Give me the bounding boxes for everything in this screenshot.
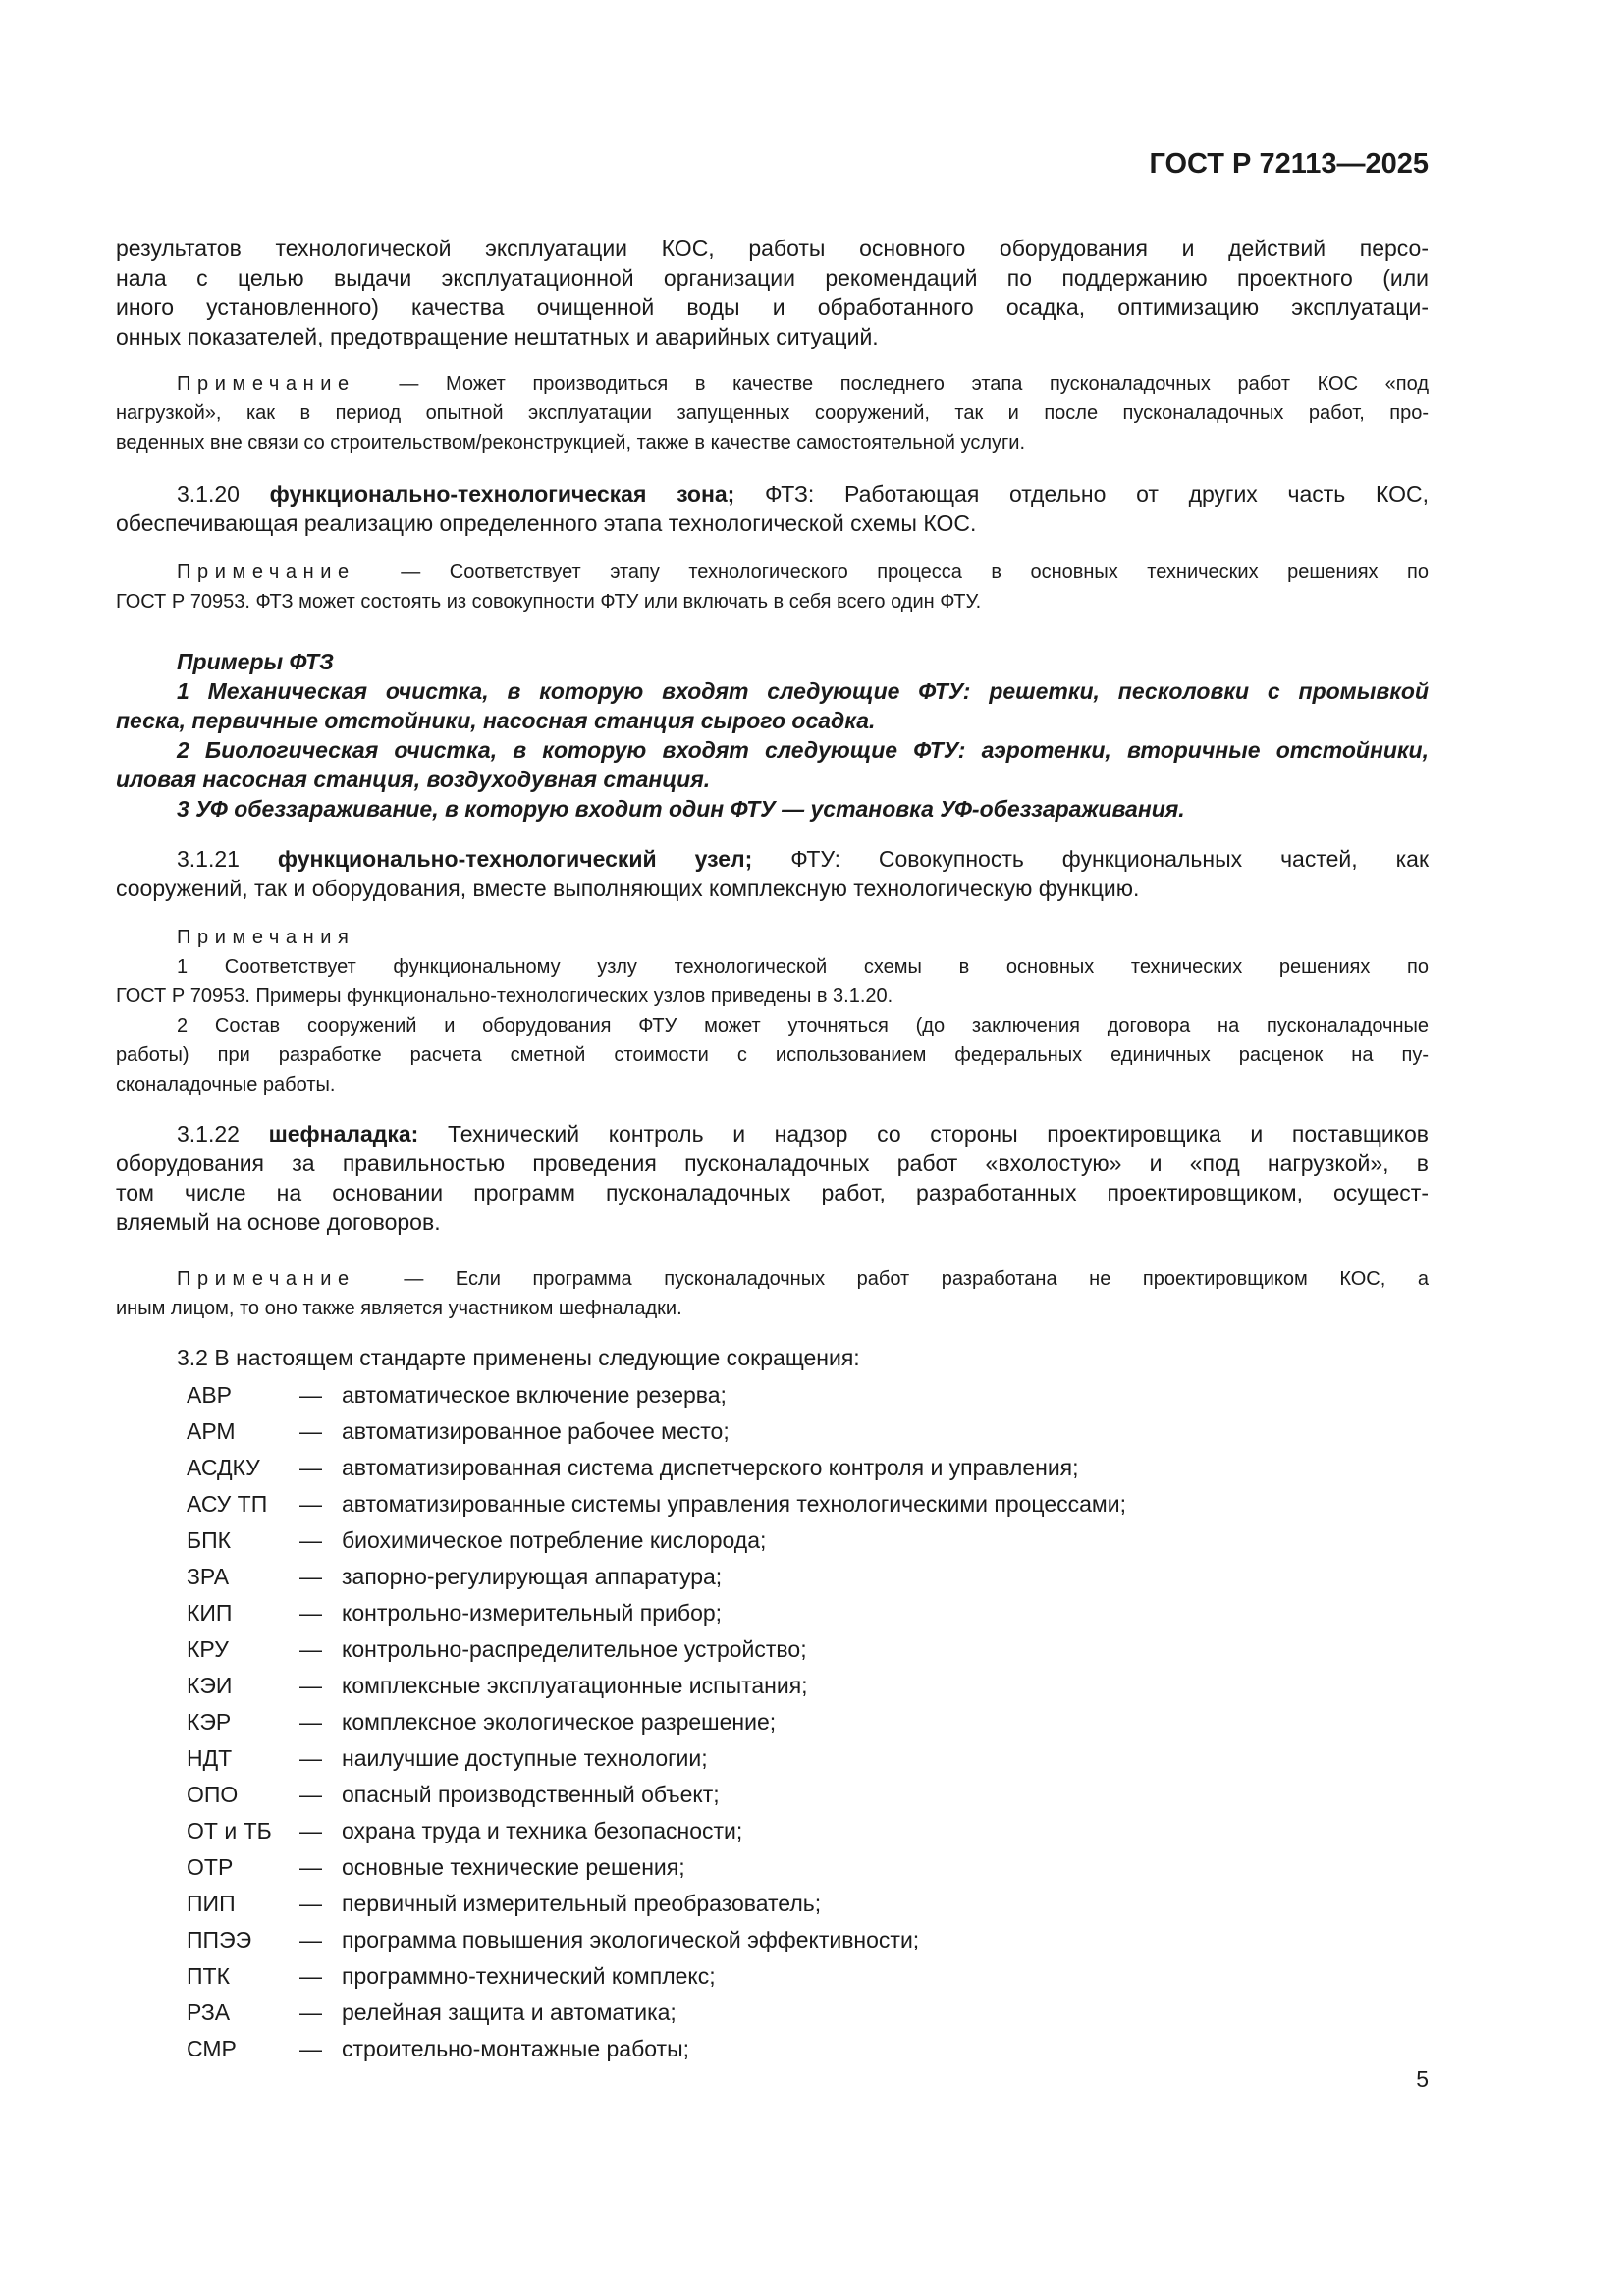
- note-first-line: [116, 558, 1429, 587]
- abbreviation-description: охрана труда и техника безопасности;: [342, 1818, 743, 1843]
- abbreviation-row: [187, 1777, 1429, 1813]
- abbreviation: ОТР: [187, 1854, 234, 1880]
- dash: —: [299, 1418, 322, 1444]
- example-line: песка, первичные отстойники, насосная станция сырого осадка.: [116, 708, 876, 733]
- dash: —: [299, 1891, 322, 1916]
- notes-block-3-1-21: [116, 923, 1429, 1099]
- term-text: ФТУ: Совокупность функциональных частей, как: [790, 846, 1430, 872]
- abbreviation-description: релейная защита и автоматика;: [342, 2000, 677, 2025]
- abbreviation-row: [187, 1522, 1429, 1559]
- abbreviation-row: [187, 1995, 1429, 2031]
- abbreviation-description: комплексные эксплуатационные испытания;: [342, 1673, 808, 1698]
- note-block-3: [116, 1264, 1429, 1323]
- note-first-line: [116, 1264, 1429, 1294]
- abbreviation-description: первичный измерительный преобразователь;: [342, 1891, 822, 1916]
- dash: —: [299, 1854, 322, 1880]
- examples-block: [116, 647, 1429, 824]
- abbreviation: КРУ: [187, 1636, 229, 1662]
- text-line: нала с целью выдачи эксплуатационной организации рекомендаций по поддержанию проектного (или: [116, 265, 1429, 291]
- abbreviation: АСУ ТП: [187, 1491, 268, 1517]
- abbreviation-description: запорно-регулирующая аппаратура;: [342, 1564, 723, 1589]
- text-line: сооружений, так и оборудования, вместе выполняющих комплексную технологическую функцию.: [116, 876, 1140, 901]
- clause-number: 3.1.20: [177, 481, 240, 507]
- abbreviation-row: [187, 1414, 1429, 1450]
- note-text: — Если программа пусконаладочных работ разработана не проектировщиком КОС, а: [404, 1268, 1429, 1290]
- text-line: 2 Состав сооружений и оборудования ФТУ может уточняться (до заключения договора на пусконаладочные: [177, 1015, 1429, 1037]
- note-block-1: [116, 369, 1429, 457]
- term-text: ФТЗ: Работающая отдельно от других часть КОС,: [765, 481, 1430, 507]
- abbreviation-description: программа повышения экологической эффективности;: [342, 1927, 920, 1952]
- abbreviation: КЭР: [187, 1709, 232, 1735]
- examples-title: Примеры ФТЗ: [177, 649, 334, 674]
- abbreviation-row: [187, 1377, 1429, 1414]
- page-number: 5: [1416, 2066, 1429, 2092]
- abbreviation: АВР: [187, 1382, 233, 1408]
- dash: —: [299, 1673, 322, 1698]
- abbreviation-description: контрольно-распределительное устройство;: [342, 1636, 807, 1662]
- term-name: функционально-технологическая зона;: [269, 481, 735, 507]
- abbreviation: ЗРА: [187, 1564, 230, 1589]
- text-line: обеспечивающая реализацию определенного этапа технологической схемы КОС.: [116, 510, 977, 536]
- dash: —: [299, 1818, 322, 1843]
- abbreviation-description: программно-технический комплекс;: [342, 1963, 716, 1989]
- term-first-line: [116, 479, 1429, 508]
- abbreviation: АСДКУ: [187, 1455, 260, 1480]
- text-line: ГОСТ Р 70953. Примеры функционально-технологических узлов приведены в 3.1.20.: [116, 986, 893, 1007]
- page-content: [116, 0, 1429, 2067]
- abbreviation-description: строительно-монтажные работы;: [342, 2036, 689, 2061]
- abbreviation-row: [187, 1958, 1429, 1995]
- text-line: иного установленного) качества очищенной воды и обработанного осадка, оптимизацию эксплуатаци-: [116, 294, 1429, 320]
- clause-3-2: [116, 1343, 1429, 1372]
- dash: —: [299, 1709, 322, 1735]
- term-definition-3-1-21: [116, 844, 1429, 903]
- abbreviation-description: автоматическое включение резерва;: [342, 1382, 727, 1408]
- abbreviation-description: автоматизированные системы управления технологическими процессами;: [342, 1491, 1126, 1517]
- dash: —: [299, 1963, 322, 1989]
- clause-text: 3.2 В настоящем стандарте применены следующие сокращения:: [177, 1345, 860, 1370]
- abbreviation-row: [187, 1631, 1429, 1668]
- term-definition-3-1-20: [116, 479, 1429, 538]
- notes-heading: [116, 923, 1429, 952]
- abbreviation-row: [187, 1886, 1429, 1922]
- dash: —: [299, 2036, 322, 2061]
- note-text: — Может производиться в качестве последнего этапа пусконаладочных работ КОС «под: [399, 373, 1429, 395]
- abbreviation: КИП: [187, 1600, 233, 1626]
- abbreviation: ПИП: [187, 1891, 236, 1916]
- term-name: шефналадка:: [268, 1121, 419, 1147]
- abbreviation-row: [187, 1813, 1429, 1849]
- text-line: нагрузкой», как в период опытной эксплуатации запущенных сооружений, так и после пусконаладочных работ, про-: [116, 402, 1429, 424]
- abbreviation-description: автоматизированное рабочее место;: [342, 1418, 730, 1444]
- abbreviation: АРМ: [187, 1418, 236, 1444]
- text-line: ГОСТ Р 70953. ФТЗ может состоять из совокупности ФТУ или включать в себя всего один ФТУ.: [116, 591, 982, 613]
- text-line: онных показателей, предотвращение нештатных и аварийных ситуаций.: [116, 324, 879, 349]
- dash: —: [299, 1491, 322, 1517]
- abbreviation-row: [187, 1740, 1429, 1777]
- term-text: Технический контроль и надзор со стороны проектировщика и поставщиков: [447, 1121, 1430, 1147]
- example-line: 2 Биологическая очистка, в которую входят следующие ФТУ: аэротенки, вторичные отстойники,: [177, 737, 1429, 763]
- doc-code-header: ГОСТ Р 72113—2025: [1149, 148, 1429, 180]
- text-line: сконаладочные работы.: [116, 1074, 336, 1095]
- abbreviation-row: [187, 1668, 1429, 1704]
- dash: —: [299, 1927, 322, 1952]
- dash: —: [299, 1382, 322, 1408]
- dash: —: [299, 1455, 322, 1480]
- dash: —: [299, 1636, 322, 1662]
- notes-label: Примечания: [177, 927, 355, 948]
- text-line: веденных вне связи со строительством/реконструкцией, также в качестве самостоятельной услуги.: [116, 432, 1026, 454]
- abbreviation-row: [187, 1922, 1429, 1958]
- note-block-2: [116, 558, 1429, 616]
- abbreviation: КЭИ: [187, 1673, 233, 1698]
- abbreviation-row: [187, 1595, 1429, 1631]
- term-first-line: [116, 844, 1429, 874]
- abbreviation-row: [187, 1849, 1429, 1886]
- text-line: вляемый на основе договоров.: [116, 1209, 441, 1235]
- abbreviation-description: биохимическое потребление кислорода;: [342, 1527, 767, 1553]
- abbreviation-row: [187, 1704, 1429, 1740]
- dash: —: [299, 1782, 322, 1807]
- dash: —: [299, 1564, 322, 1589]
- text-line: результатов технологической эксплуатации КОС, работы основного оборудования и действий персо-: [116, 236, 1429, 261]
- note-first-line: [116, 369, 1429, 399]
- abbreviation-description: основные технические решения;: [342, 1854, 685, 1880]
- clause-number: 3.1.22: [177, 1121, 240, 1147]
- abbreviation-description: наилучшие доступные технологии;: [342, 1745, 708, 1771]
- abbreviation-description: контрольно-измерительный прибор;: [342, 1600, 723, 1626]
- note-label: Примечание: [177, 1268, 355, 1290]
- abbreviation: БПК: [187, 1527, 232, 1553]
- text-line: 1 Соответствует функциональному узлу технологической схемы в основных технических решениях по: [177, 956, 1429, 978]
- example-line: 1 Механическая очистка, в которую входят следующие ФТУ: решетки, песколовки с промывкой: [177, 678, 1429, 704]
- text-line: работы) при разработке расчета сметной стоимости с использованием федеральных единичных расценок на пу-: [116, 1044, 1429, 1066]
- abbreviation: ОТ и ТБ: [187, 1818, 272, 1843]
- abbreviation: РЗА: [187, 2000, 231, 2025]
- note-text: — Соответствует этапу технологического процесса в основных технических решениях по: [401, 561, 1429, 583]
- abbreviation-row: [187, 1450, 1429, 1486]
- term-first-line: [116, 1119, 1429, 1148]
- abbreviation-description: опасный производственный объект;: [342, 1782, 720, 1807]
- text-line: том числе на основании программ пусконаладочных работ, разработанных проектировщиком, осущест-: [116, 1180, 1429, 1205]
- abbreviation-row: [187, 1486, 1429, 1522]
- abbreviation-description: автоматизированная система диспетчерского контроля и управления;: [342, 1455, 1079, 1480]
- abbreviation-row: [187, 2031, 1429, 2067]
- note-label: Примечание: [177, 373, 355, 395]
- example-line: 3 УФ обеззараживание, в которую входит один ФТУ — установка УФ-обеззараживания.: [177, 796, 1185, 822]
- abbreviations-list: [116, 1377, 1429, 2067]
- dash: —: [299, 1600, 322, 1626]
- dash: —: [299, 1527, 322, 1553]
- abbreviation: НДТ: [187, 1745, 233, 1771]
- example-line: иловая насосная станция, воздуходувная станция.: [116, 767, 711, 792]
- text-line: оборудования за правильностью проведения пусконаладочных работ «вхолостую» и «под нагрузкой», в: [116, 1150, 1429, 1176]
- abbreviation-description: комплексное экологическое разрешение;: [342, 1709, 777, 1735]
- text-line: иным лицом, то оно также является участником шефналадки.: [116, 1298, 682, 1319]
- term-name: функционально-технологический узел;: [277, 846, 753, 872]
- abbreviation: ПТК: [187, 1963, 230, 1989]
- abbreviation: СМР: [187, 2036, 237, 2061]
- intro-paragraph: [116, 234, 1429, 351]
- note-label: Примечание: [177, 561, 355, 583]
- abbreviation: ОПО: [187, 1782, 239, 1807]
- abbreviation: ППЭЭ: [187, 1927, 252, 1952]
- term-definition-3-1-22: [116, 1119, 1429, 1237]
- clause-number: 3.1.21: [177, 846, 240, 872]
- abbreviation-row: [187, 1559, 1429, 1595]
- dash: —: [299, 2000, 322, 2025]
- dash: —: [299, 1745, 322, 1771]
